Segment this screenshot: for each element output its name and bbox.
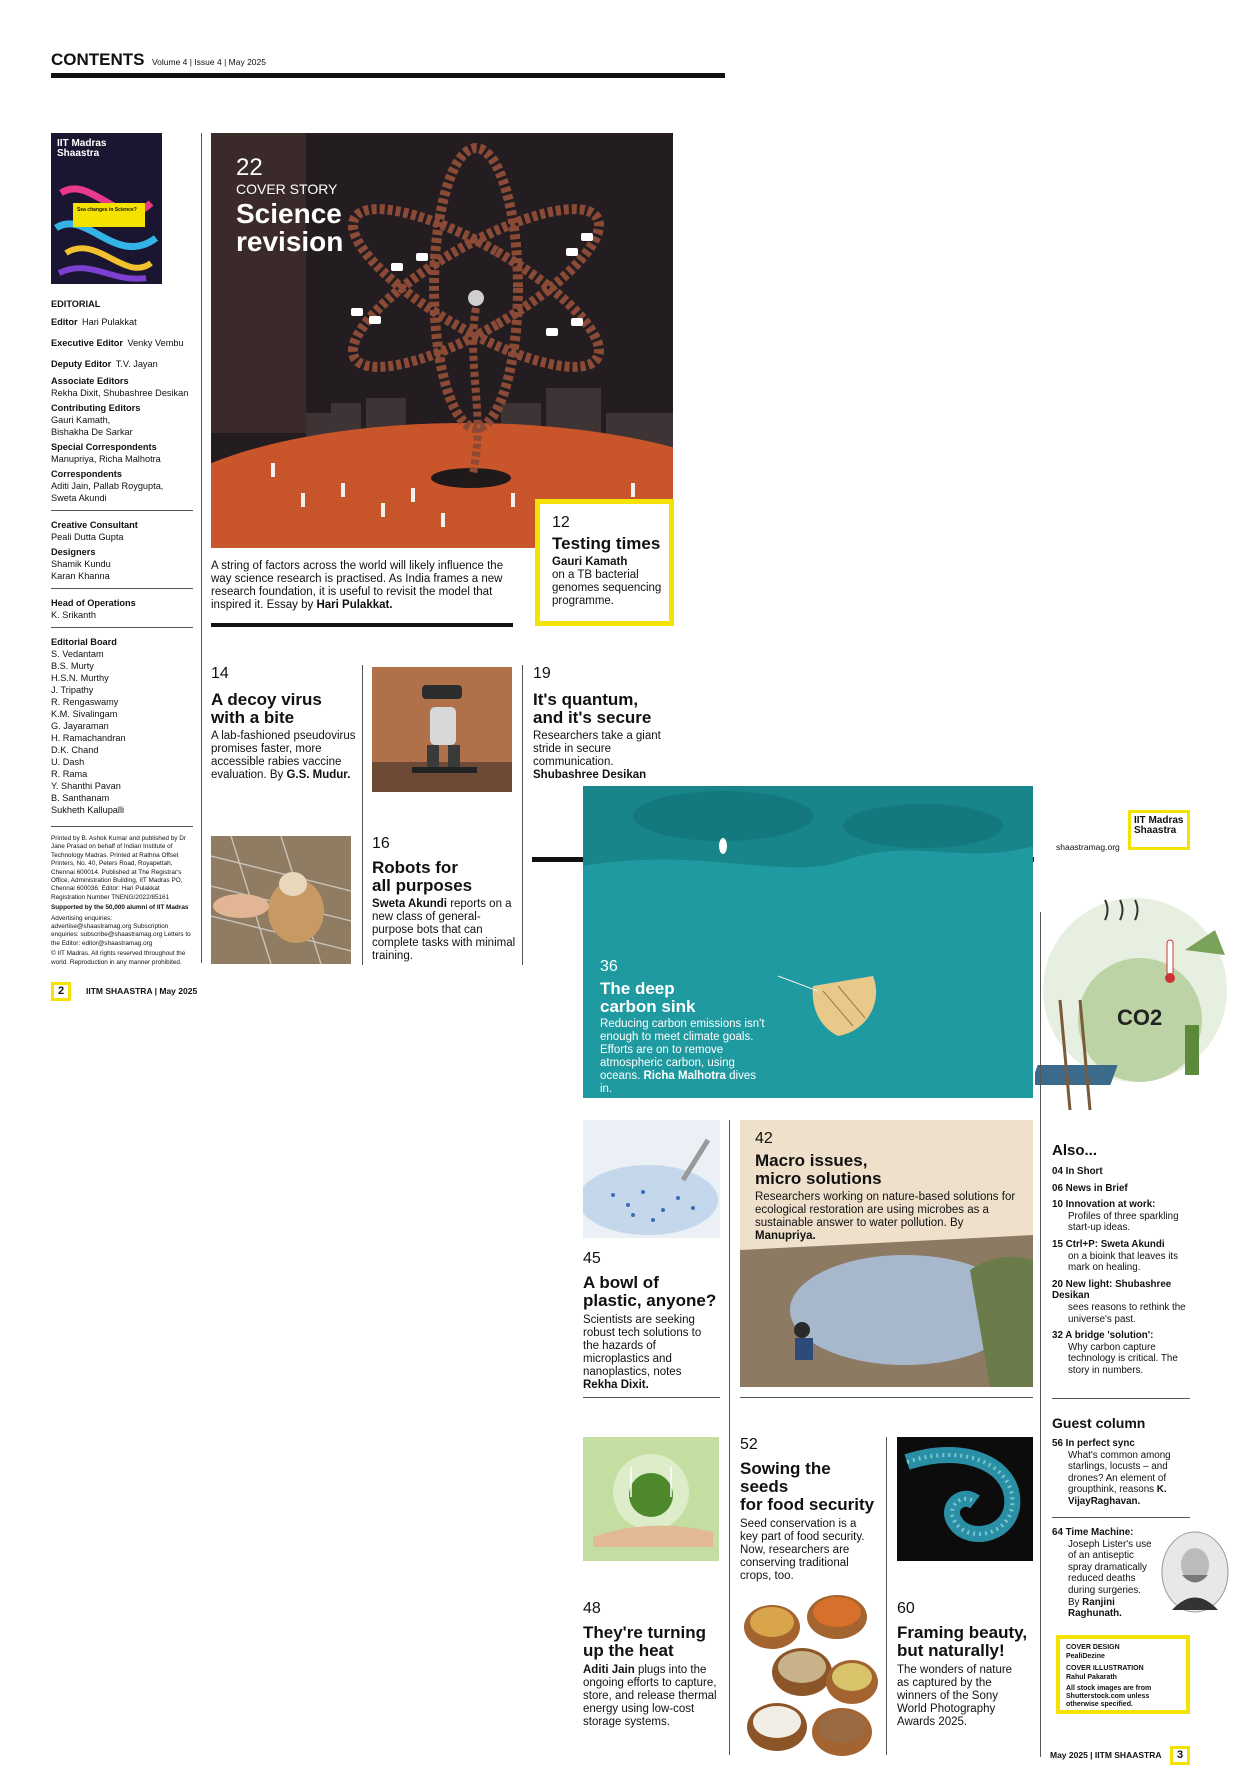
robots-title-2: all purposes [372,876,473,895]
footer-left-text: IITM SHAASTRA | May 2025 [86,986,198,996]
masthead-column-rule [201,133,202,963]
cover-thumbnail [51,133,162,284]
plastic-bowl-art [583,1120,720,1238]
robot-photo-art [372,667,512,792]
framing-title-1: Framing beauty, [897,1623,1028,1642]
assoc-editors-names: Rekha Dixit, Shubashree Desikan [51,388,189,398]
board-member: R. Rengaswamy [51,697,119,707]
row-rule [1052,1517,1190,1518]
framing-title-2: but naturally! [897,1641,1005,1660]
also-item[interactable] [1052,1239,1192,1274]
shaastra-logo: IIT Madras Shaastra [1128,810,1190,850]
cover-thumb-badge: Sea changes in Science? [77,207,137,213]
board-member: D.K. Chand [51,745,99,755]
cover-story-summary [211,560,516,612]
masthead-divider [51,826,193,827]
carbon-summary [600,1018,765,1096]
board-member: J. Tripathy [51,685,94,695]
also-item-title: 10 Innovation at work: [1052,1199,1156,1211]
footer-right-text: May 2025 | IITM SHAASTRA [1050,1750,1162,1760]
testing-times-author: Gauri Kamath [552,556,628,568]
masthead-divider [51,510,193,511]
column-rule [1040,912,1041,1757]
plastic-body: Scientists are seeking robust tech solutions to the hazards of microplastics and nanoplastics, notes [583,1314,702,1378]
macro-body: Researchers working on nature-based solutions for ecological restoration are using microbes as a sustainable answer to water pollution. By [755,1191,1016,1229]
guest-body: What's common among starlings, locusts – and drones? An element of groupthink, reasons [1068,1449,1171,1496]
quantum-title-1: It's quantum, [533,690,639,709]
row-rule [583,1397,720,1398]
board-member: U. Dash [51,757,85,767]
decoy-summary [211,730,356,782]
special-corr-names: Manupriya, Richa Malhotra [51,454,161,464]
framing-item[interactable] [897,1600,1035,1729]
contrib-editor-2: Bishakha De Sarkar [51,427,133,437]
also-item-title: 20 New light: Shubashree Desikan [1052,1278,1172,1302]
ocean-photo[interactable] [583,786,1033,1098]
quantum-title-2: and it's secure [533,708,652,727]
also-item-desc: sees reasons to rethink the universe's past. [1068,1301,1186,1325]
seeds-item[interactable] [740,1436,880,1583]
board-member: H. Ramachandran [51,733,126,743]
also-item-desc: on a bioink that leaves its mark on healing. [1068,1250,1179,1274]
time-machine-summary [1052,1539,1152,1620]
designers-label: Designers [51,547,96,557]
robots-body: reports on a new class of general-purpose bots that can complete tasks with minimal training. [372,898,516,962]
time-machine-item[interactable] [1052,1527,1152,1625]
time-machine-body: Joseph Lister's use of an antiseptic spray dramatically reduced deaths during surgeries. By [1068,1538,1152,1608]
plastic-author: Rekha Dixit. [583,1379,649,1391]
plastic-number: 45 [583,1250,601,1267]
board-member: G. Jayaraman [51,721,109,731]
heat-number: 48 [583,1600,601,1617]
seeds-body: Seed conservation is a key part of food security. Now, researchers are conserving traditional crops, too. [740,1518,865,1582]
deputy-editor-name: T.V. Jayan [115,359,158,369]
also-item-title: 06 News in Brief [1052,1182,1128,1194]
also-item[interactable] [1052,1279,1192,1325]
also-item[interactable] [1052,1199,1192,1234]
board-label: Editorial Board [51,637,117,647]
page-number-right: 3 [1170,1746,1190,1765]
also-item-title: 15 Ctrl+P: Sweta Akundi [1052,1238,1165,1250]
time-machine-title: 64 Time Machine: [1052,1527,1134,1538]
framing-body: The wonders of nature as captured by the winners of the Sony World Photography Awards 2025. [897,1664,1013,1728]
lister-portrait-art [1160,1530,1230,1615]
macro-author: Manupriya. [755,1230,816,1242]
also-item[interactable] [1052,1183,1192,1195]
decoy-number: 14 [211,665,229,682]
board-member: B. Santhanam [51,793,110,803]
cover-story-author: Hari Pulakkat. [316,599,393,611]
board-member: B.S. Murty [51,661,94,671]
guest-summary [1052,1450,1192,1508]
also-heading: Also... [1052,1142,1098,1159]
quantum-item[interactable] [533,665,668,781]
macro-issues-card[interactable] [740,1120,1033,1387]
contrib-editors-label: Contributing Editors [51,403,141,413]
heat-summary [583,1664,725,1729]
plastic-summary [583,1314,703,1392]
correspondents-2: Sweta Akundi [51,493,107,503]
seeds-title-1: Sowing the seeds [740,1459,831,1496]
plastic-title-2: plastic, anyone? [583,1291,717,1310]
column-rule [362,665,363,965]
cover-story-image [211,133,673,548]
also-item-title: 04 In Short [1052,1166,1103,1177]
also-item-desc: Why carbon capture technology is critical. The story in numbers. [1068,1341,1178,1376]
robot-photo [372,667,512,792]
seeds-number: 52 [740,1436,758,1453]
masthead-divider [51,627,193,628]
carbon-title-2: carbon sink [600,997,696,1016]
cover-story-title-2: revision [236,226,344,257]
heat-body: plugs into the ongoing efforts to capture, store, and release thermal energy using low-cost storage systems. [583,1664,717,1728]
macro-title-2: micro solutions [755,1169,882,1188]
board-member: Y. Shanthi Pavan [51,781,121,791]
masthead-divider [51,588,193,589]
cover-story-title-1: Science [236,198,342,229]
assoc-editors-label: Associate Editors [51,376,129,386]
decoy-body: A lab-fashioned pseudovirus promises faster, more accessible rabies vaccine evaluation. By [211,730,356,781]
carbon-author: Richa Malhotra [643,1070,726,1082]
column-rule [522,665,523,965]
plastic-title-1: A bowl of [583,1273,659,1292]
lister-portrait [1160,1530,1230,1615]
correspondents-label: Correspondents [51,469,122,479]
imprint-text: Printed by B. Ashok Kumar and published by Dr Jane Prasad on behalf of Indian Institute of Technology Madras. Printed at Rathna Offset Printers, No. 40, Peters Road, Royapettah, Chennai 600014. Published at The Registrar's Office, Administration Building, IIT Madras PO, Chennai 600036. Editor: Hari Pulakkat Registration Number TNENG/2022/85161 [51,835,186,901]
plastic-item[interactable] [583,1250,723,1392]
decoy-title-1: A decoy virus [211,690,322,709]
board-member: K.M. Sivalingam [51,709,118,719]
board-member: H.S.N. Murthy [51,673,109,683]
testing-times-number: 12 [552,514,570,531]
dog-photo [211,836,351,964]
board-member: R. Rama [51,769,88,779]
guest-author: K. VijayRaghavan. [1068,1484,1167,1507]
carbon-body: Reducing carbon emissions isn't enough to meet climate goals. Efforts are on to remove atmospheric carbon, using oceans. [600,1018,765,1082]
board-member: S. Vedantam [51,649,104,659]
spiral-photo-art [897,1437,1033,1561]
header-rule [51,73,725,78]
robots-summary [372,898,517,963]
robots-author: Sweta Akundi [372,898,447,910]
board-list [51,648,193,816]
cover-story-rule [211,623,513,627]
decoy-virus-item[interactable] [211,665,356,782]
co2-illustration-art [1035,880,1235,1120]
board-member: Sukheth Kallupalli [51,805,125,815]
testing-times-box[interactable] [535,499,674,626]
plant-hand-photo [583,1437,719,1561]
ops-name: K. Srikanth [51,610,96,620]
exec-editor-label: Executive Editor [51,338,123,348]
macro-number: 42 [755,1130,773,1147]
also-item[interactable] [1052,1330,1192,1376]
row-rule [1052,1398,1190,1399]
column-rule [729,1120,730,1755]
cover-design-label: COVER DESIGN [1066,1644,1120,1651]
carbon-title-1: The deep [600,979,675,998]
deputy-editor-label: Deputy Editor [51,359,112,369]
cover-illus-value: Rahul Pakarath [1066,1674,1117,1681]
copyright-text: © IIT Madras. All rights reserved throughout the world. Reproduction in any manner prohibited. [51,950,186,966]
framing-number: 60 [897,1600,915,1617]
seed-bowls-photo [732,1572,882,1759]
carbon-number: 36 [600,958,618,975]
macro-summary [755,1191,1025,1243]
robots-item[interactable] [372,835,517,963]
plastic-bowl-photo [583,1120,720,1238]
editorial-masthead [51,298,193,967]
cover-credits-box [1056,1635,1190,1714]
creative-name: Peali Dutta Gupta [51,532,124,542]
seed-bowls-art [732,1572,882,1759]
decoy-author: G.S. Mudur. [286,769,351,781]
page-number-left: 2 [51,982,71,1001]
issue-info: Volume 4 | Issue 4 | May 2025 [151,57,266,67]
quantum-body: Researchers take a giant stride in secure communication. [533,730,661,768]
ops-label: Head of Operations [51,598,136,608]
guest-title: 56 In perfect sync [1052,1438,1135,1449]
plant-hand-art [583,1437,719,1561]
editorial-heading: EDITORIAL [51,299,101,309]
designer-1: Shamik Kundu [51,559,111,569]
enquiries-text: Advertising enquiries: advertise@shaastramag.org Subscription enquiries: subscribe@shaastramag.org Letters to the Editor: editor@shaastramag.org [51,914,191,947]
time-machine-author: Ranjini Raghunath. [1068,1596,1122,1620]
cover-thumb-logo: IIT Madras Shaastra [57,138,107,159]
contents-header [51,50,725,70]
also-section [1052,1142,1192,1382]
heat-author: Aditi Jain [583,1664,635,1676]
testing-times-body: on a TB bacterial genomes sequencing programme. [552,569,662,607]
seeds-title-2: for food security [740,1495,875,1514]
spiral-photo [897,1437,1033,1561]
guest-column[interactable] [1052,1414,1192,1513]
guest-heading: Guest column [1052,1415,1146,1431]
co2-illustration [1035,880,1235,1120]
heat-title-2: up the heat [583,1641,674,1660]
also-item[interactable] [1052,1166,1192,1178]
special-corr-label: Special Correspondents [51,442,157,452]
heat-title-1: They're turning [583,1623,707,1642]
decoy-title-2: with a bite [211,708,295,727]
also-list [1052,1166,1192,1377]
editor-name: Hari Pulakkat [82,317,137,327]
stock-note: All stock images are from Shutterstock.com unless otherwise specified. [1066,1685,1152,1708]
carbon-tail: dives in. [600,1070,756,1095]
cover-story-number: 22 [236,154,263,181]
correspondents-1: Aditi Jain, Pallab Roygupta, [51,481,164,491]
dog-photo-art [211,836,351,964]
cover-design-value: PealiDezine [1066,1653,1105,1660]
quantum-number: 19 [533,665,551,682]
contents-title: CONTENTS [51,50,145,69]
creative-label: Creative Consultant [51,520,138,530]
cover-story-label: COVER STORY [236,181,338,197]
alumni-support: Supported by the 50,000 alumni of IIT Madras [51,904,189,912]
heat-item[interactable] [583,1600,725,1729]
row-rule [740,1397,1033,1398]
cover-illus-label: COVER ILLUSTRATION [1066,1665,1144,1672]
also-item-desc: Profiles of three sparkling start-up ideas. [1068,1210,1179,1234]
co2-label: CO2 [1117,1005,1163,1030]
column-rule [886,1437,887,1755]
macro-title-1: Macro issues, [755,1151,868,1170]
quantum-author: Shubashree Desikan [533,769,647,781]
robots-title-1: Robots for [372,858,458,877]
exec-editor-name: Venky Vembu [127,338,184,348]
also-item-title: 32 A bridge 'solution': [1052,1330,1154,1342]
testing-times-title: Testing times [552,534,661,553]
site-url: shaastramag.org [1056,842,1120,852]
cover-story-body: A string of factors across the world will likely influence the way science research is practised. As India frames a new research foundation, it is useful to revisit the model that inspired it. Essay by [211,560,504,611]
robots-number: 16 [372,835,390,852]
editor-label: Editor [51,317,78,327]
contrib-editor-1: Gauri Kamath, [51,415,111,425]
designer-2: Karan Khanna [51,571,110,581]
